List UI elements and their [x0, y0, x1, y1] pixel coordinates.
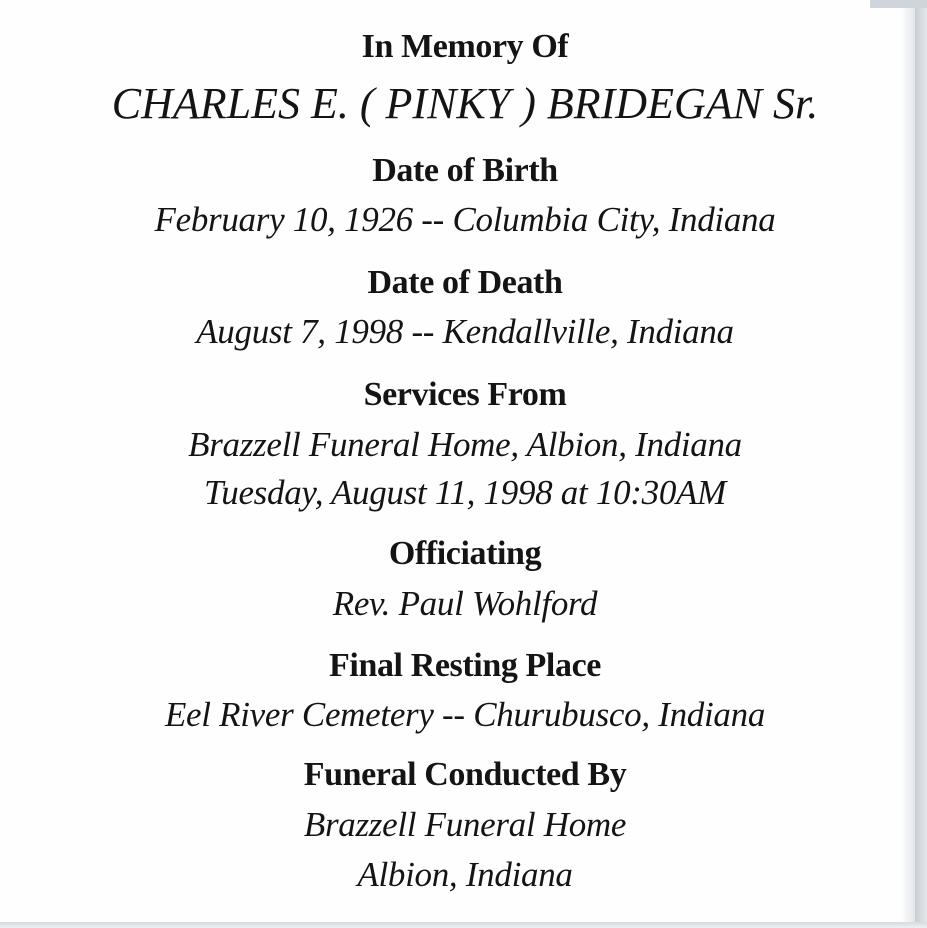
deceased-name: CHARLES E. ( PINKY ) BRIDEGAN Sr.: [111, 79, 819, 128]
resting-place-details: Eel River Cemetery -- Churubusco, Indiana: [164, 695, 766, 734]
funeral-home-city: Albion, Indiana: [357, 855, 573, 894]
officiant-name: Rev. Paul Wohlford: [332, 584, 598, 623]
funeral-home-name: Brazzell Funeral Home: [303, 805, 627, 844]
death-details: August 7, 1998 -- Kendallville, Indiana: [196, 312, 734, 351]
resting-place-heading: Final Resting Place: [329, 647, 601, 684]
services-location: Brazzell Funeral Home, Albion, Indiana: [188, 425, 742, 464]
card-title: In Memory Of: [361, 28, 569, 65]
card-bottom-edge: [0, 922, 927, 928]
card-edge-shadow: [915, 0, 927, 928]
card-corner-shadow: [870, 0, 927, 8]
death-heading: Date of Death: [367, 264, 563, 301]
conducted-by-heading: Funeral Conducted By: [303, 756, 627, 793]
services-heading: Services From: [363, 376, 567, 413]
officiating-heading: Officiating: [388, 535, 542, 572]
birth-details: February 10, 1926 -- Columbia City, Indiana: [154, 200, 776, 239]
services-datetime: Tuesday, August 11, 1998 at 10:30AM: [204, 473, 726, 512]
birth-heading: Date of Birth: [372, 152, 558, 189]
